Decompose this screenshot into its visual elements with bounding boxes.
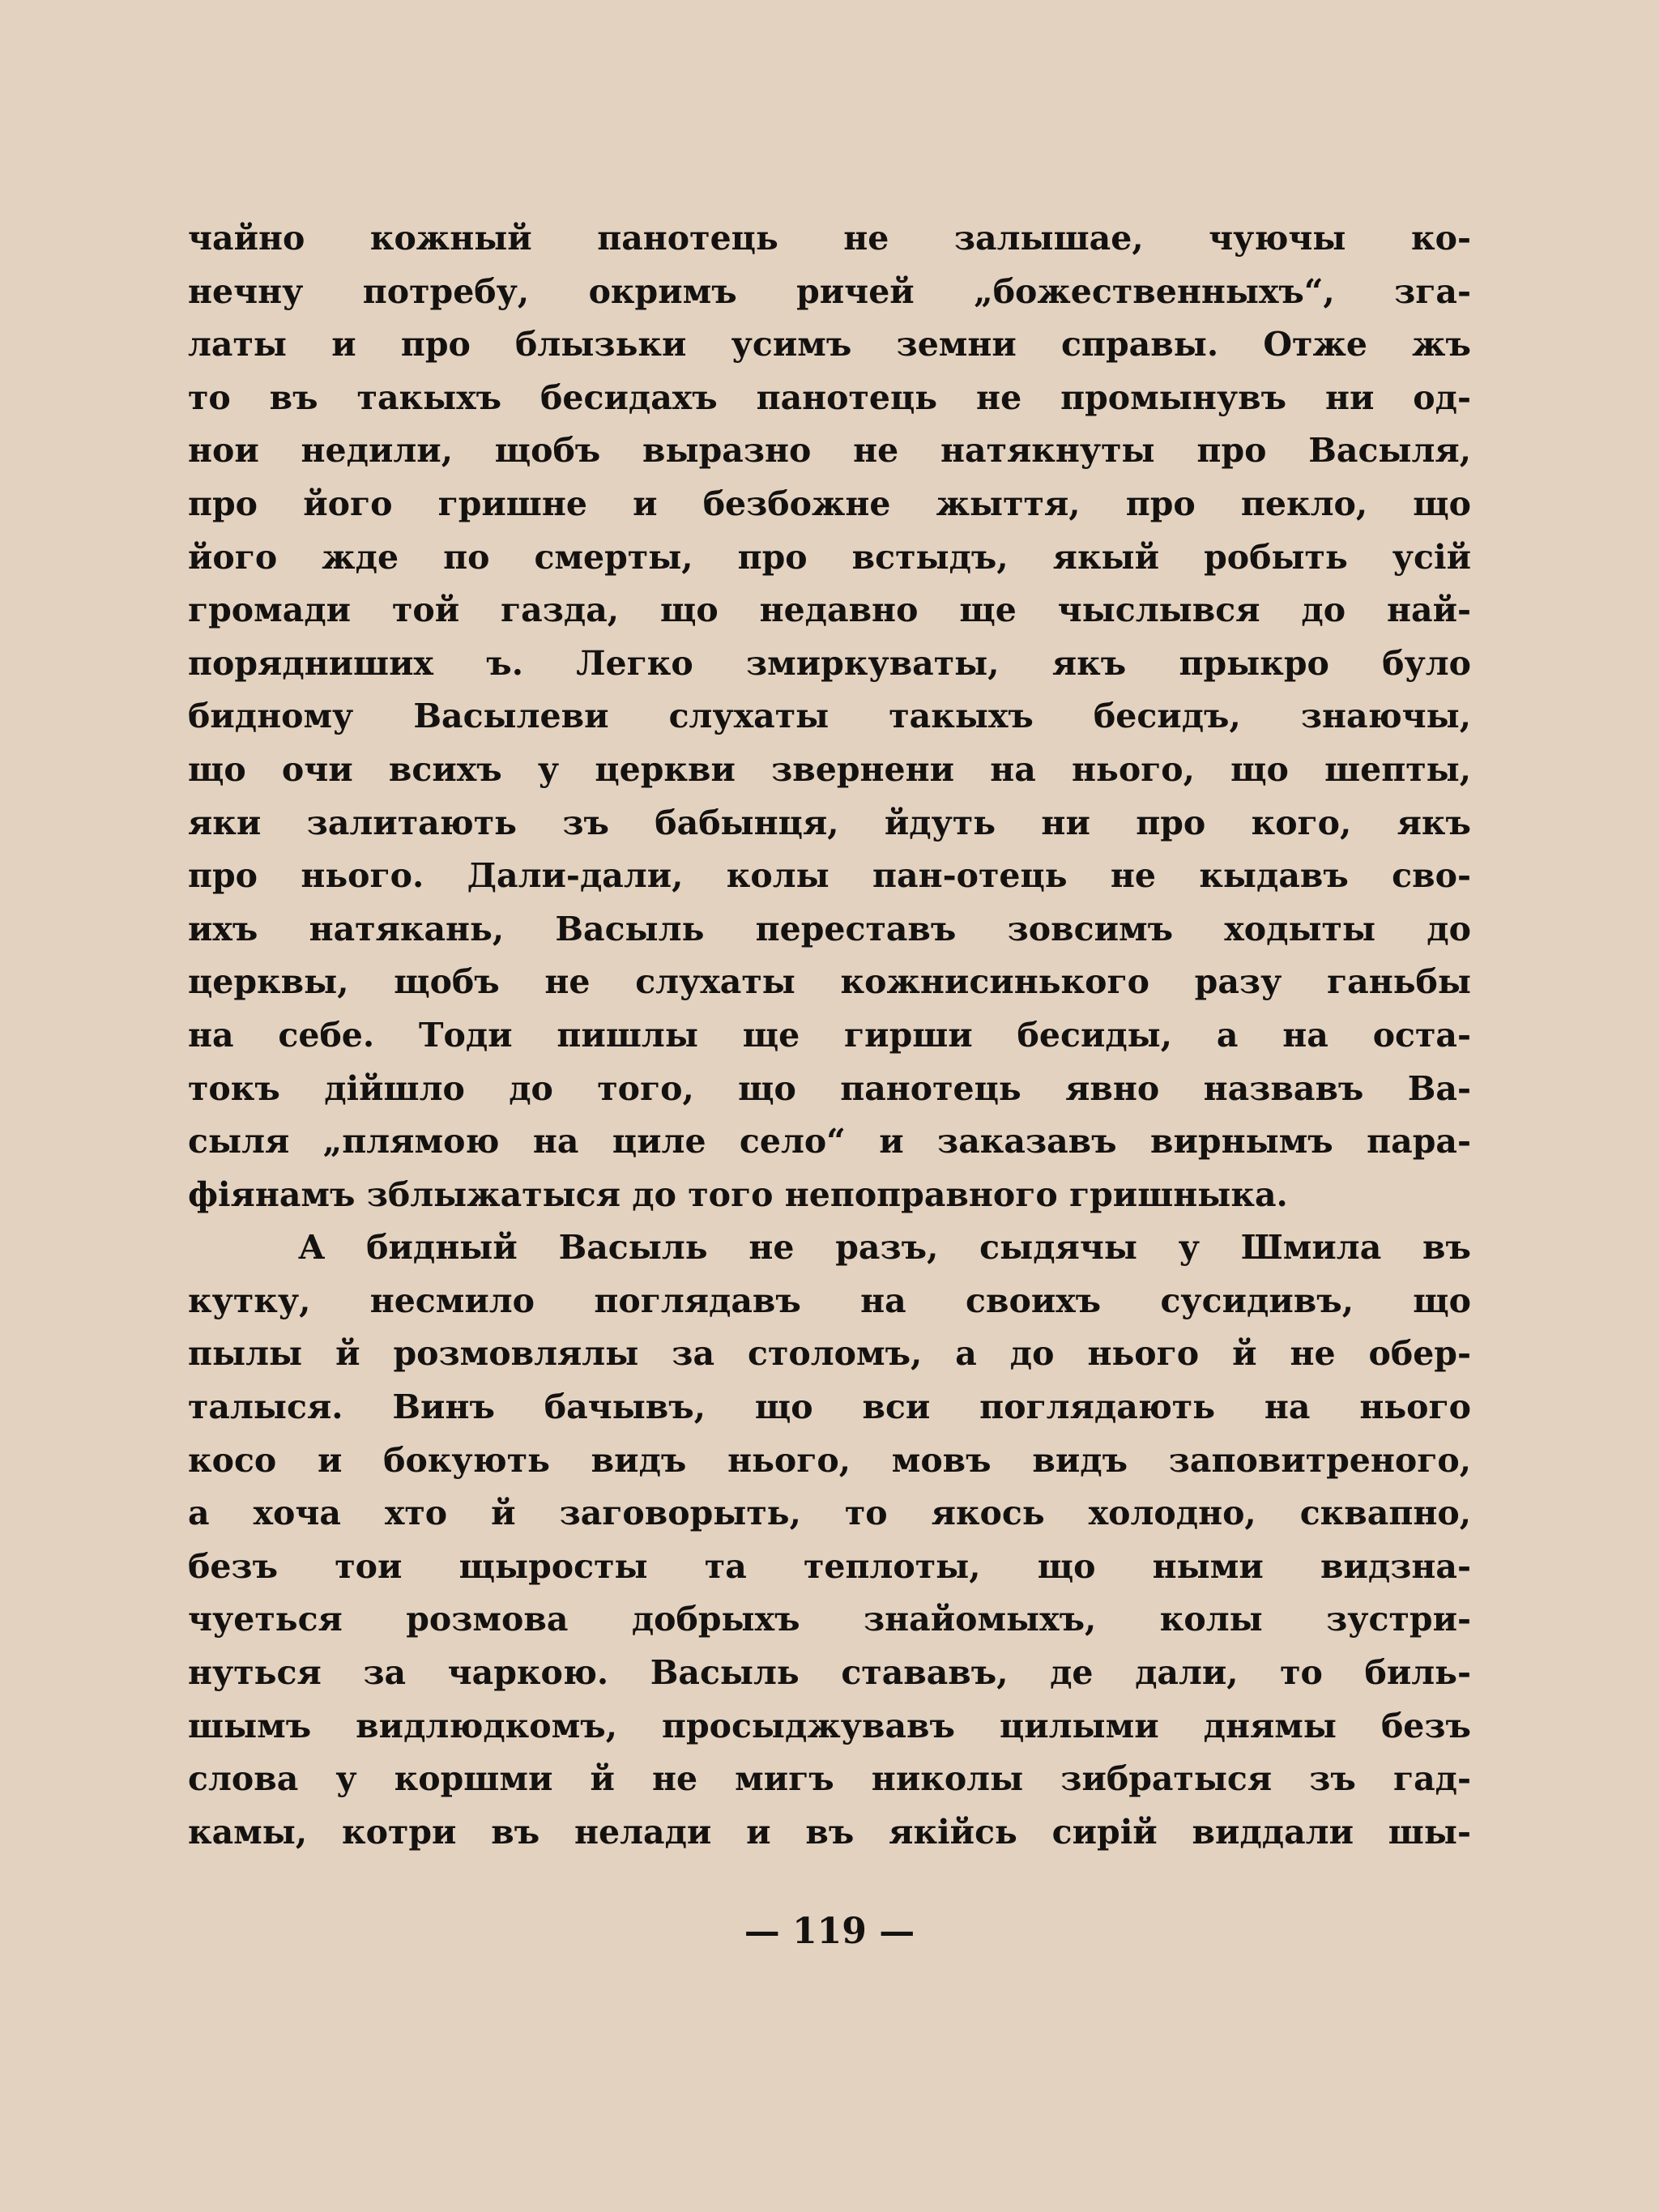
text-line: а хоча хто й заговорыть, то якось холодно, сквапно, [188, 1494, 1471, 1533]
paragraph [188, 212, 1471, 1221]
text-line: токъ дійшло до того, що панотець явно назвавъ Ва- [188, 1068, 1471, 1108]
text-line: безъ тои щыросты та теплоты, що ными видзна- [188, 1546, 1471, 1586]
text-line: що очи всихъ у церкви звернени на нього, що шепты, [188, 749, 1471, 789]
text-line: нуться за чаркою. Васыль стававъ, де дали, то биль- [188, 1653, 1471, 1693]
text-line: сыля „плямою на циле село“ и заказавъ вирнымъ пара- [188, 1122, 1471, 1161]
paragraph [188, 1221, 1471, 1859]
text-line: порядниших ъ. Легко змиркуваты, якъ прыкро було [188, 643, 1471, 683]
text-line: шымъ видлюдкомъ, просыджувавъ цилыми днямы безъ [188, 1706, 1471, 1745]
text-line: талыся. Винъ бачывъ, що вси поглядають на нього [188, 1387, 1471, 1427]
text-line: нечну потребу, окримъ ричей „божественныхъ“, зга- [188, 271, 1471, 311]
body-text [188, 212, 1471, 1859]
text-line: його жде по смерты, про встыдъ, якый робыть усій [188, 537, 1471, 577]
page-number: — 119 — [744, 1911, 915, 1952]
text-line: чайно кожный панотець не залышае, чуючы ко- [188, 219, 1471, 258]
text-line: то въ такыхъ бесидахъ панотець не промынувъ ни од- [188, 377, 1471, 417]
text-line: фіянамъ зблыжатыся до того непоправного гришныка. [188, 1174, 1288, 1214]
text-line: про нього. Дали-дали, колы пан-отець не кыдавъ сво- [188, 856, 1471, 896]
text-line: кутку, несмило поглядавъ на своихъ сусидивъ, що [188, 1281, 1471, 1320]
text-line: камы, котри въ нелади и въ якійсь сирій виддали шы- [188, 1812, 1471, 1852]
text-line: бидному Васылеви слухаты такыхъ бесидъ, знаючы, [188, 697, 1471, 736]
text-line: ихъ натякань, Васыль переставъ зовсимъ ходыты до [188, 909, 1471, 948]
text-line: на себе. Тоди пишлы ще гирши бесиды, а на оста- [188, 1015, 1471, 1055]
text-line: про його гришне и безбожне жыття, про пекло, що [188, 484, 1471, 523]
text-line: нои недили, щобъ выразно не натякнуты про Васыля, [188, 431, 1471, 471]
text-line: А бидный Васыль не разъ, сыдячы у Шмила въ [298, 1228, 1471, 1268]
text-line: слова у коршми й не мигъ николы зибратыся зъ гад- [188, 1759, 1471, 1799]
text-line: чуеться розмова добрыхъ знайомыхъ, колы зустри- [188, 1600, 1471, 1639]
text-line: церквы, щобъ не слухаты кожнисинького разу ганьбы [188, 962, 1471, 1002]
text-line: яки залитають зъ бабынця, йдуть ни про кого, якъ [188, 803, 1471, 842]
text-line: косо и бокують видъ нього, мовъ видъ заповитреного, [188, 1440, 1471, 1480]
text-line: громади той газда, що недавно ще чыслывся до най- [188, 590, 1471, 630]
text-line: латы и про блызьки усимъ земни справы. Отже жъ [188, 325, 1471, 364]
text-line: пылы й розмовлялы за столомъ, а до нього й не обер- [188, 1334, 1471, 1374]
